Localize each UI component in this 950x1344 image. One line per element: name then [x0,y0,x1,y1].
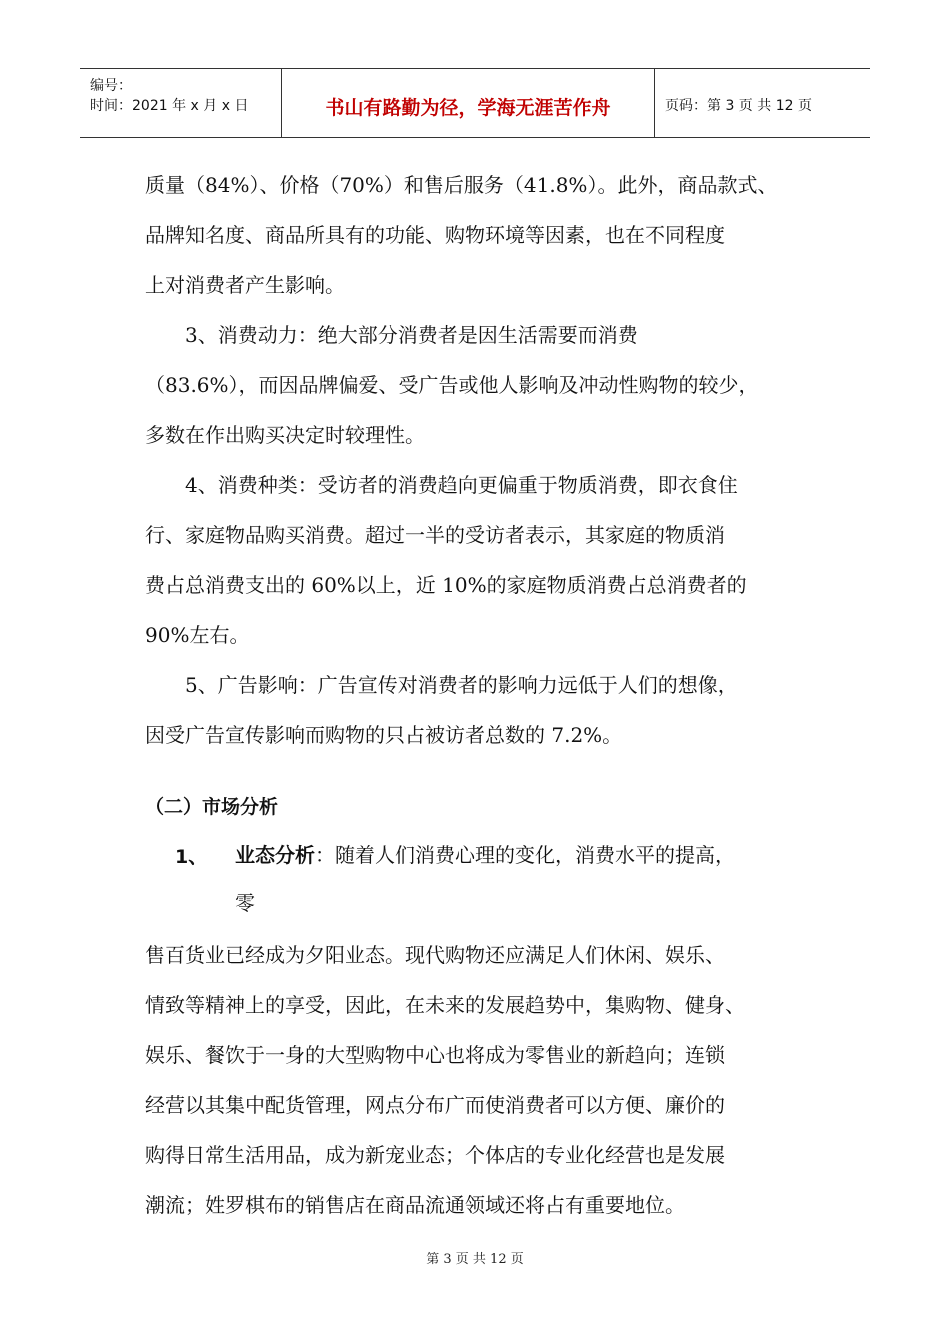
item-text: ：随着人们消费心理的变化，消费水平的提高， [315,843,735,867]
paragraph-line: 潮流；姓罗棋布的销售店在商品流通领域还将占有重要地位。 [145,1193,685,1217]
page-footer: 第 3 页 共 12 页 [426,1252,524,1267]
document-date-label: 时间：2021 年 x 月 x 日 [90,98,249,114]
body-line: 3、消费动力：绝大部分消费者是因生活需要而消费 [185,323,638,347]
document-number-label: 编号： [90,78,132,94]
body-line: 90%左右。 [145,623,250,647]
header-meta-cell [80,69,282,137]
body-line: 因受广告宣传影响而购物的只占被访者总数的 7.2%。 [145,723,623,747]
body-line: 多数在作出购买决定时较理性。 [145,423,425,447]
body-line: 上对消费者产生影响。 [145,273,345,297]
header-table [80,68,870,138]
item-number: 1、 [175,846,208,868]
paragraph-line: 售百货业已经成为夕阳业态。现代购物还应满足人们休闲、娱乐、 [145,943,725,967]
body-line: 品牌知名度、商品所具有的功能、购物环境等因素，也在不同程度 [145,223,725,247]
section-heading: （二）市场分析 [145,796,279,818]
header-motto-cell [282,69,655,137]
body-line: 5、广告影响：广告宣传对消费者的影响力远低于人们的想像， [185,673,738,697]
body-line: 4、消费种类：受访者的消费趋向更偏重于物质消费，即衣食住 [185,473,738,497]
header-motto: 书山有路勤为径，学海无涯苦作舟 [325,97,611,119]
body-line: （83.6%），而因品牌偏爱、受广告或他人影响及冲动性购物的较少， [145,373,759,397]
paragraph-line: 经营以其集中配货管理，网点分布广而使消费者可以方便、廉价的 [145,1093,725,1117]
header-page-cell [655,69,870,137]
body-line: 费占总消费支出的 60%以上，近 10%的家庭物质消费占总消费者的 [145,573,747,597]
paragraph-line: 情致等精神上的享受，因此，在未来的发展趋势中，集购物、健身、 [145,993,745,1017]
header-page-code: 页码：第 3 页 共 12 页 [665,98,812,114]
item-title: 业态分析 [235,843,315,867]
body-line: 行、家庭物品购买消费。超过一半的受访者表示，其家庭的物质消 [145,523,725,547]
item-wrap-char: 零 [235,891,255,915]
body-line: 质量（84%）、价格（70%）和售后服务（41.8%）。此外，商品款式、 [145,173,778,197]
paragraph-line: 娱乐、餐饮于一身的大型购物中心也将成为零售业的新趋向；连锁 [145,1043,725,1067]
paragraph-line: 购得日常生活用品，成为新宠业态；个体店的专业化经营也是发展 [145,1143,725,1167]
item-line [235,842,735,868]
